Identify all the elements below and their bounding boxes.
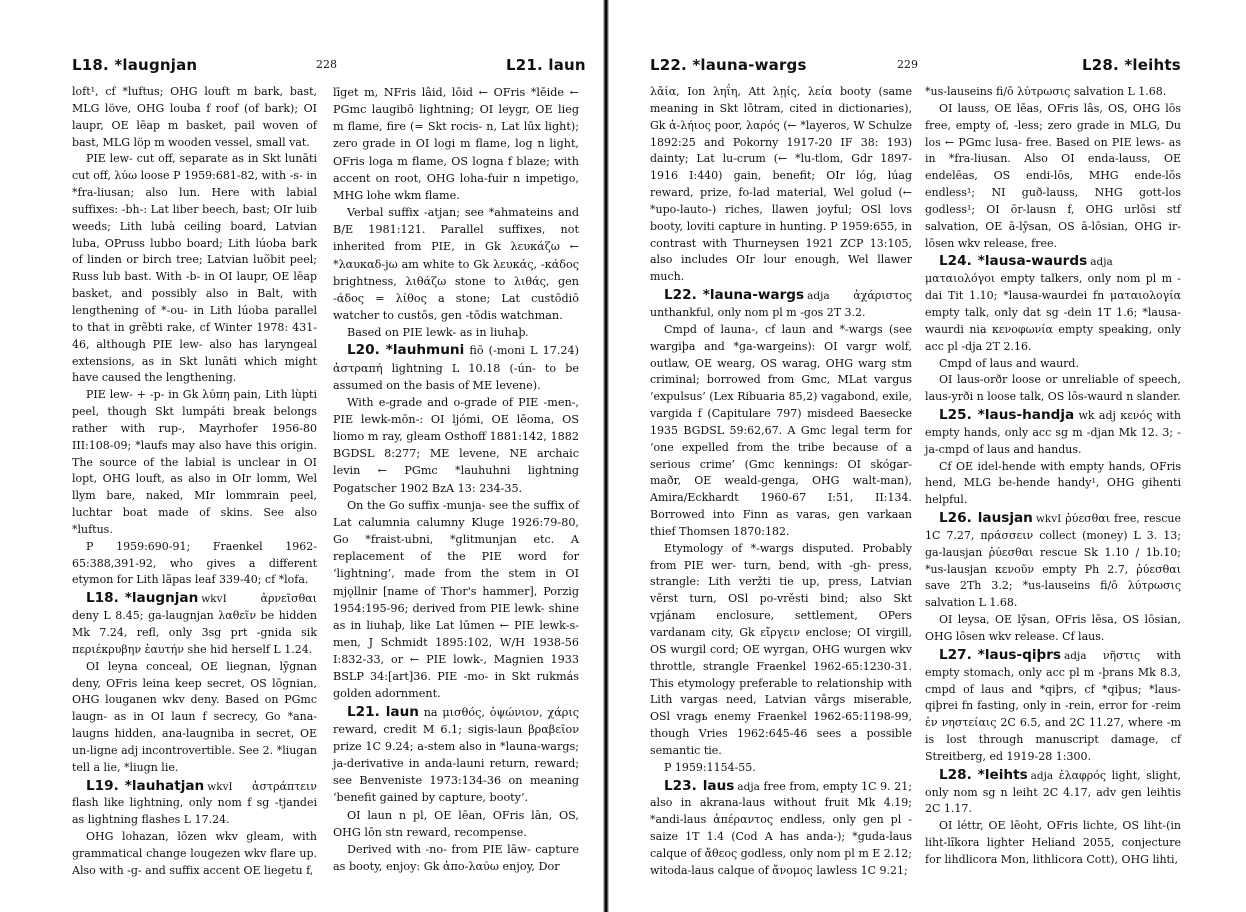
left-running-head-right: L21. laun: [506, 56, 586, 74]
entry-definition: νῆστις with empty stomach, only acc pl m -þrans Mk 8.3, cmpd of laus and *qiþrs, cf *qiþus; *laus-qiþrei fn fasting, only in -rein, error for -reim ἐν νηστείαις 2C 6.5, and 2C 11.27, where -m is lost through manuscript damage, cf Streitberg, ed 1919-28 1:300.: [925, 648, 1181, 763]
entry-number: L25.: [939, 407, 972, 424]
entry-lemma: *lauhatjan: [124, 777, 205, 794]
paragraph: OI lauss, OE lēas, OFris lâs, OS, OHG lōs free, empty of, -less; zero grade in MLG, Du los ← PGmc lusa- free. Based on PIE lews- as in *fra-liusan. Also OI enda-lauss, OE endelēas, OS endi-lōs, MHG ende-lōs endless¹; NI guð-lauss, NHG gott-los godless¹; OI ōr-lausn f, OHG urlōsi stf salvation, OE ā-lȳsan, OS ā-lōsian, OHG ir-lōsen wkv release, free.: [925, 101, 1181, 250]
paragraph: Cmpd of launa-, cf laun and *-wargs (see wargiþa and *ga-wargeins): OI vargr wolf, outlaw, OE wearg, OS warag, OHG warg stm criminal; borrowed from Gmc, MLat vargus ‘expulsus’ (Lex Ribuaria 85,2) vagabond, exile, vargida f (Capitulare 797) misdeed Baesecke 1935 BGDSL 59:62,67. A Gmc legal term for ‘one expelled from the tribe because of a serious crime’ (Gmc kennings: OI skógar-maðr, OE weald-genga, OHG walt-man), Amira/Eckhardt 1960-67 I:51, II:134. Borrowed into Finn as varas, gen varkaan thief Thomsen 1870:182.: [650, 322, 912, 538]
continued-paragraph: *us-lauseins fi/ō λύτρωσις salvation L 1.68.: [925, 85, 1167, 98]
entry-part-of-speech: adja: [1064, 649, 1087, 662]
entry-definition: ῥύεσθαι free, rescue 1C 7.27, πράσσειν collect (money) L 3. 13; ga-lausjan ῥύεσθαι rescue Sk 1.10 / 1b.10; *us-lausjan κενοῦν empty Ph 2.7, ῥύεσθαι save 2Th 3.2; *us-lauseins fi/ō λύτρωσις salvation L 1.68.: [925, 512, 1181, 610]
paragraph: Cmpd of laus and waurd.: [939, 356, 1079, 370]
paragraph: OHG lohazan, lōzen wkv gleam, with grammatical change lougezen wkv flare up. Also with -g- and suffix accent OE liegetu f,: [72, 830, 317, 877]
dictionary-entry: [650, 287, 912, 322]
entry-definition: wk adj κενός with empty hands, only acc sg m -djan Mk 12. 3; -ja-cmpd of laus and handus.: [925, 409, 1181, 456]
dictionary-entry: [925, 407, 1181, 459]
left-page-column-2: [333, 84, 579, 875]
dictionary-entry: [925, 647, 1181, 766]
paragraph: OI laus-orðr loose or unreliable of speech, laus-yrði n loose talk, OS lōs-waurd n slander.: [925, 373, 1181, 404]
dictionary-entry: [925, 253, 1181, 355]
entry-definition: ἀστράπτειν flash like lightning, only nom f sg -tjandei as lightning flashes L 17.24.: [72, 779, 317, 827]
paragraph: Based on PIE lewk- as in liuhaþ.: [347, 326, 529, 340]
entry-part-of-speech: adja: [1030, 769, 1054, 782]
entry-definition: ματαιολόγοι empty talkers, only nom pl m -dai Tit 1.10; *lausa-waurdei fn ματαιολογία empty talk, only dat sg -dein 1T 1.6; *lausa-waurdi nia κενοφωνία empty speaking, only acc pl -dja 2T 2.16.: [925, 272, 1181, 353]
entry-definition: fiō (-moni L 17.24) ἀστραπή lightning L 10.18 (-ún- to be assumed on the basis of ME levene).: [333, 344, 579, 392]
entry-number: L28.: [939, 766, 972, 783]
left-page-column-1: [72, 84, 317, 880]
entry-lemma: laus: [702, 777, 735, 794]
continued-paragraph: līget m, NFris lâid, lōid ← OFris *lēide ← PGmc laugibō lightning; OI leygr, OE lieg m flame, fire (= Skt rocis- n, Lat lūx light); zero grade in OI logi m flame, log n light, OFris loga m flame, OS logna f blaze; with accent on root, OHG loha-fuir n impetigo, MHG lohe wkm flame.: [333, 86, 579, 202]
entry-number: L27.: [939, 646, 972, 663]
entry-definition: na μισθός, ὀψώνιον, χάρις reward, credit M 6.1; sigis-laun βραβεῖον prize 1C 9.24; a-stem also in *launa-wargs; ja-derivative in anda-launi return, reward; see Benveniste 1973:134-36 on meaning ‘benefit gained by capture, booty’.: [333, 705, 579, 805]
entry-number: L22.: [664, 287, 697, 304]
dictionary-entry: [72, 778, 317, 830]
entry-lemma: *leihts: [977, 766, 1028, 783]
dictionary-entry: [925, 767, 1181, 819]
entry-number: L26.: [939, 510, 972, 527]
entry-definition: ἐλαφρός light, slight, only nom sg n leiht 2C 4.17, adv gen leihtis 2C 1.17.: [925, 768, 1181, 816]
dictionary-entry: [925, 510, 1181, 612]
left-running-head-left: L18. *laugnjan: [72, 56, 198, 74]
dictionary-entry: [333, 342, 579, 393]
dictionary-entry: [72, 590, 317, 658]
paragraph: OI leyna conceal, OE liegnan, lȳgnan deny, OFris leina keep secret, OS lōgnian, OHG louganen wkv deny. Based on PGmc laugn- as in OI laun f secrecy, Go *ana-laugns hidden, ana-laugniba in secret, OE un-ligne adj incontrovertible. See 2. *liugan tell a lie, *liugn lie.: [72, 659, 317, 774]
right-page-column-2: [925, 84, 1181, 869]
right-running-head-left: L22. *launa-wargs: [650, 56, 807, 74]
entry-part-of-speech: wkvI: [1035, 513, 1062, 526]
entry-definition: free from, empty 1C 9. 21; also in akrana-laus without fruit Mk 4.19; *andi-laus ἀπέραντος endless, only gen pl -saize 1T 1.4 (Cod A has anda-); *guda-laus calque of ἄθεος godless, only nom pl m E 2.12; witoda-laus calque of ἄνομος lawless 1C 9.21;: [650, 779, 912, 877]
paragraph: Etymology of *-wargs disputed. Probably from PIE wer- turn, bend, with -gh- press, strangle: Lith veržti tie up, press, Latvian vērst turn, OSl po-vrěsti bind; also Skt vr̥jánam enclosure, settlement, OPers vardanam city, Gk εἴργειν enclose; OI virgill, OS wurgil cord; OE wyrgan, OHG wurgen wkv throttle, strangle Fraenkel 1962-65:1230-31. This etymology preferable to relationship with Lith vargas need, Latvian vârgs miserable, OSl vragь enemy Fraenkel 1962-65:1198-99, though Vries 1962:645-46 sees a possible semantic tie.: [650, 541, 912, 757]
paragraph: OI léttr, OE lēoht, OFris lichte, OS liht-(in liht-lîkora lighter Heliand 2055, conjecture for lihdlicora Mon, lithlicora Cott), OHG lihti,: [925, 819, 1181, 866]
left-page: [0, 0, 600, 912]
entry-definition: ἀχάριστος unthankful, only nom pl m -gos 2T 3.2.: [650, 289, 912, 319]
right-running-head-right: L28. *leihts: [1082, 56, 1181, 74]
entry-definition: ἀρνεῖσθαι deny L 8.45; ga-laugnjan λαθεῖν be hidden Mk 7.24, refl, only 3sg prt -gnida sik περιέκρυβην ἑαυτήν she hid herself L 1.24.: [72, 592, 317, 656]
entry-part-of-speech: wkvI: [207, 780, 233, 793]
paragraph: On the Go suffix -munja- see the suffix of Lat calumnia calumny Kluge 1926:79-80, Go *fraist-ubni, *glitmunjan etc. A replacement of the PIE word for ‘lightning’, made from the stem in OI mjǫllnir [name of Thor's hammer], Porzig 1954:195-96; derived from PIE lewk- shine as in liuhaþ, like Lat lūmen ← PIE lewk-s-men, J Schmidt 1895:102, W/H 1938-56 I:832-33, or ← PIE lowk-, Magnien 1933 BSLP 34:[art]36. PIE -mo- in Skt rukmás golden adornment.: [333, 498, 579, 701]
entry-lemma: laun: [385, 703, 419, 720]
entry-number: L21.: [347, 703, 380, 720]
paragraph: Cf OE idel-hende with empty hands, OFris hend, MLG be-hende handy¹, OHG gihenti helpful.: [925, 459, 1181, 507]
entry-lemma: *laugnjan: [124, 590, 199, 607]
left-page-number: 228: [316, 58, 337, 71]
paragraph: Derived with -no- from PIE lāw- capture as booty, enjoy: Gk ἀπο-λαύω enjoy, Dor: [333, 842, 579, 874]
entry-lemma: *lausa-waurds: [977, 253, 1088, 270]
right-page: [612, 0, 1246, 912]
entry-lemma: *laus-qiþrs: [977, 646, 1062, 663]
paragraph: PIE lew- + -p- in Gk λύπη pain, Lith lùpti peel, though Skt lumpáti break belongs rather with rup-, Mayrhofer 1956-80 III:108-09; *laufs may also have this origin. The source of the labial is unclear in OI lopt, OHG louft, as also in OIr lomm, Wel llym bare, naked, MIr lommrain peel, luchtar boat made of skins. See also *luftus.: [72, 388, 317, 536]
entry-number: L24.: [939, 253, 972, 270]
entry-number: L18.: [86, 590, 119, 607]
paragraph: Verbal suffix -atjan; see *ahmateins and B/E 1981:121. Parallel suffixes, not inherited from PIE, in Gk λευκάζω ← *λαυκαδ-jω am white to Gk λευκάς, -κάδος brightness, λιθάζω stone to λιθάς, gen -άδος = λίθος a stone; Lat custōdiō watcher to custōs, gen -tōdis watchman.: [333, 206, 579, 323]
entry-part-of-speech: adja: [1090, 256, 1113, 269]
paragraph: P 1959:1154-55.: [664, 760, 756, 774]
dictionary-entry: [333, 704, 579, 807]
entry-part-of-speech: adja: [737, 780, 760, 793]
entry-lemma: *lauhmuni: [385, 342, 465, 359]
dictionary-entry: [650, 778, 912, 880]
paragraph: PIE lew- cut off, separate as in Skt lunāti cut off, λύω loose P 1959:681-82, with -s- in *fra-liusan; also lun. Here with labial suffixes: -bh-: Lat liber beech, bast; OIr luib weeds; Lith lubà ceiling board, Latvian luba, OPruss lubbo board; Lith lúoba bark of linden or birch tree; Latvian luõbit peel; Russ lub bast. With -b- in OI laupr, OE lēap basket, and possibly also in Balt, with lengthening of *-ou- in Lith lúoba parallel to that in grẽbti rake, cf Winter 1978: 431-46, although PIE lew- also has laryngeal extensions, as in Skt lunāti which might have caused the lengthening.: [72, 152, 317, 385]
right-page-column-1: [650, 84, 912, 880]
continued-paragraph: λᾱία, Ion ληΐη, Att λῃίς, λεία booty (same meaning in Skt lōtram, cited in dictionaries), Gk ἀ-λήιος poor, λαρός (← *layeros, W Schulze 1892:25 and Pokorny 1917-20 IF 38: 193) dainty; Lat lu-crum (← *lu-tlom, Gdr 1897-1916 I:440) gain, benefit; OIr lóg, lúag reward, prize, fo-lad material, Wel golud (← *upo-lauto-) riches, llawen joyful; OSl lovs booty, loviti capture in hunting. P 1959:655, in contrast with Thurneysen 1921 ZCP 13:105, also includes OIr lour enough, Wel llawer much.: [650, 85, 912, 284]
paragraph: With e-grade and o-grade of PIE -men-, PIE lewk-mōn-: OI ljómi, OE lēoma, OS liomo m ray, gleam Osthoff 1881:142, 1882 BGDSL 8:277; ME levene, NE archaic levin ← PGmc *lauhuhni lightning Pogatscher 1902 BzA 13: 234-35.: [333, 395, 579, 495]
entry-lemma: *launa-wargs: [702, 287, 805, 304]
entry-part-of-speech: adja: [807, 290, 830, 303]
right-page-number: 229: [897, 58, 918, 71]
entry-number: L20.: [347, 342, 380, 359]
entry-lemma: *laus-handja: [977, 407, 1075, 424]
entry-part-of-speech: wkvI: [201, 593, 227, 606]
entry-lemma: lausjan: [977, 510, 1033, 527]
paragraph: OI leysa, OE lȳsan, OFris lēsa, OS lōsian, OHG lōsen wkv release. Cf laus.: [925, 613, 1181, 643]
continued-paragraph: loft¹, cf *luftus; OHG louft m bark, bast, MLG löve, OHG louba f roof (of bark); OI laupr, OE lēap m basket, pail woven of bast, MLG löp m wooden vessel, small vat.: [72, 85, 317, 149]
paragraph: OI laun n pl, OE lēan, OFris lān, OS, OHG lōn stn reward, recompense.: [333, 808, 579, 839]
paragraph: P 1959:690-91; Fraenkel 1962-65:388,391-92, who gives a different etymon for Lith lãpas leaf 339-40; cf *lofa.: [72, 539, 317, 587]
entry-number: L23.: [664, 777, 697, 794]
entry-number: L19.: [86, 777, 119, 794]
